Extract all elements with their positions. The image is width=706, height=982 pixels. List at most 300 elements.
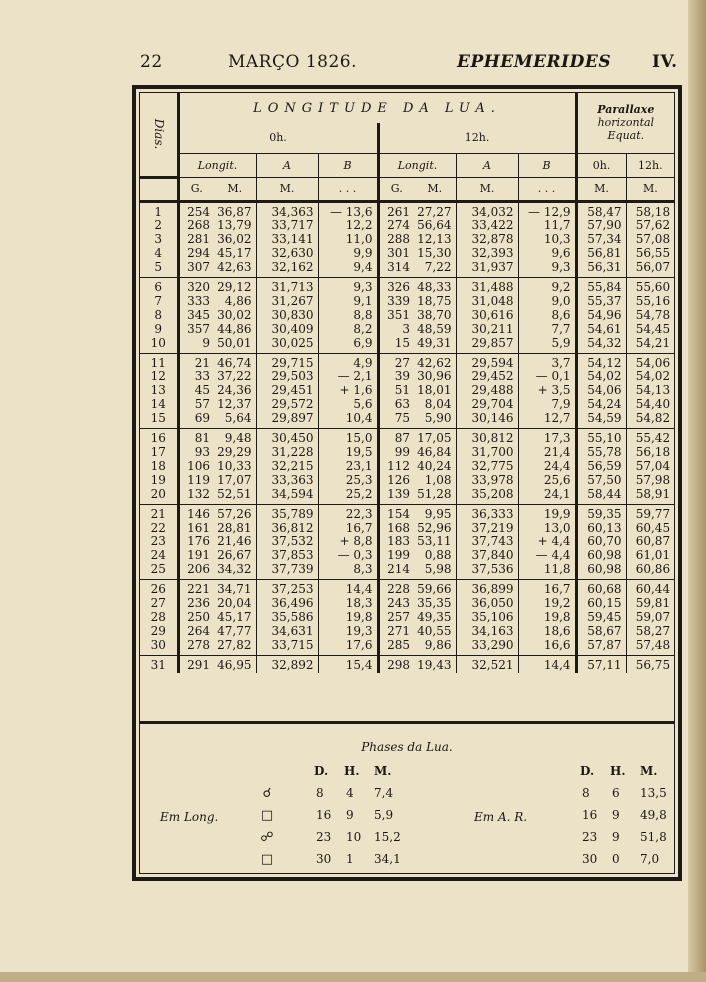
cell-lon0-deg: 57 — [178, 398, 214, 412]
cell-lon12-min: 48,59 — [417, 322, 452, 336]
cell-lon0-min: 17,07 — [217, 473, 252, 487]
phase-minute-right: 13,5 — [640, 786, 667, 800]
cell-day: 14 — [150, 398, 166, 412]
cell-par0: 59,35 — [576, 504, 626, 521]
table-row — [140, 398, 674, 412]
cell-day: 27 — [150, 597, 166, 611]
cell-day: 3 — [154, 233, 163, 247]
cell-b12: — 0,1 — [518, 370, 576, 384]
cell-lon0-min: 12,37 — [217, 398, 252, 412]
cell-lon0-min: 52,51 — [214, 488, 256, 504]
cell-lon0-min: 21,46 — [217, 535, 252, 549]
cell-a12: 32,521 — [456, 655, 518, 672]
cell-lon0-deg: 176 — [178, 535, 214, 549]
cell-b12: 18,6 — [518, 625, 576, 639]
cell-lon0-min: 46,95 — [217, 657, 252, 672]
parallax-0-header: 0h. — [576, 153, 626, 177]
cell-b0: 9,4 — [318, 261, 378, 277]
cell-b12: 9,6 — [518, 247, 576, 261]
cell-b12: 9,2 — [518, 278, 576, 295]
cell-b0: 19,3 — [318, 625, 378, 639]
cell-par12: 55,42 — [626, 429, 674, 446]
cell-day: 5 — [140, 261, 178, 277]
cell-day: 20 — [140, 488, 178, 504]
cell-lon0-min: 30,02 — [217, 308, 252, 322]
cell-lon12-deg: 288 — [378, 233, 414, 247]
table-row — [140, 522, 674, 536]
cell-lon0-deg: 33 — [178, 370, 214, 384]
cell-lon12-deg: 257 — [378, 611, 414, 625]
cell-a12: 37,840 — [456, 549, 518, 563]
cell-b12: 13,0 — [518, 522, 576, 536]
units-p-12: M. — [626, 177, 674, 201]
cell-b0: — 13,6 — [318, 201, 378, 219]
phase-day-right: 16 — [582, 808, 598, 822]
cell-b12: 3,7 — [518, 353, 576, 370]
cell-par0: 57,50 — [576, 474, 626, 488]
cell-a12: 29,452 — [456, 370, 518, 384]
phase-minute-right: 7,0 — [640, 852, 660, 866]
cell-b0: 25,2 — [318, 488, 378, 504]
cell-lon12-deg: 243 — [378, 597, 414, 611]
cell-day: 21 — [150, 506, 166, 521]
cell-a12: 37,536 — [456, 563, 518, 579]
cell-lon12-min: 12,13 — [417, 233, 452, 247]
cell-a0: 30,025 — [256, 337, 318, 353]
cell-par0: 55,78 — [576, 446, 626, 460]
table-row — [140, 337, 674, 353]
cell-lon0-deg: 93 — [178, 446, 214, 460]
cell-day: 2 — [154, 219, 163, 233]
cell-par0: 54,59 — [576, 412, 626, 428]
cell-b0: 5,6 — [318, 398, 378, 412]
cell-b0: 16,7 — [318, 522, 378, 536]
cell-b0: 18,3 — [318, 597, 378, 611]
units-m-12: M. — [414, 177, 456, 201]
cell-par12: 54,21 — [626, 337, 674, 353]
cell-b12: 19,9 — [518, 504, 576, 521]
units-g-0: G. — [178, 177, 214, 201]
cell-a12: 29,594 — [456, 353, 518, 370]
cell-lon12-deg: 39 — [378, 370, 414, 384]
cell-par0: 54,24 — [576, 398, 626, 412]
cell-a0: 36,812 — [256, 522, 318, 536]
units-b-0: . . . — [318, 177, 378, 201]
cell-lon0-min: 46,74 — [217, 355, 252, 370]
cell-par12: 60,86 — [626, 563, 674, 579]
cell-b12: 9,3 — [518, 261, 576, 277]
cell-b0: 22,3 — [318, 504, 378, 521]
cell-par0: 58,47 — [576, 201, 626, 219]
cell-day: 25 — [140, 563, 178, 579]
table-row — [140, 504, 674, 521]
cell-lon12-deg: 339 — [378, 295, 414, 309]
cell-lon12-min: 42,62 — [417, 355, 452, 370]
dias-label: Dias. — [152, 118, 166, 150]
cell-lon0-min: 29,29 — [217, 446, 252, 459]
cell-lon0-min: 34,32 — [214, 563, 256, 579]
table-row — [140, 201, 674, 219]
cell-b0: 25,3 — [318, 474, 378, 488]
cell-a0: 31,228 — [256, 446, 318, 460]
moon-phases-section — [140, 721, 674, 874]
cell-b0: 19,5 — [318, 446, 378, 460]
cell-day: 18 — [150, 459, 166, 473]
cell-lon12-min: 56,64 — [417, 219, 452, 233]
cell-a0: 31,713 — [256, 278, 318, 295]
cell-a0: 35,789 — [256, 504, 318, 521]
cell-b0: 9,9 — [318, 247, 378, 261]
cell-lon12-deg: 75 — [378, 412, 414, 428]
cell-a12: 36,333 — [456, 504, 518, 521]
cell-a0: 32,215 — [256, 460, 318, 474]
cell-par12: 58,27 — [626, 625, 674, 639]
table-row — [140, 384, 674, 398]
cell-a12: 32,393 — [456, 247, 518, 261]
cell-lon0-min: 27,82 — [214, 639, 256, 655]
phase-hour-right: 6 — [612, 786, 620, 800]
cell-lon12-deg: 326 — [378, 278, 414, 295]
month-title: MARÇO 1826. — [228, 52, 357, 72]
cell-lon0-deg: 291 — [178, 655, 214, 672]
cell-a0: 37,739 — [256, 563, 318, 579]
table-row — [140, 655, 674, 672]
table-row — [140, 474, 674, 488]
cell-par12: 54,02 — [626, 370, 674, 384]
cell-lon12-deg: 351 — [378, 309, 414, 323]
cell-lon0-deg: 191 — [178, 549, 214, 563]
cell-day: 16 — [150, 431, 166, 446]
cell-b12: — 4,4 — [518, 549, 576, 563]
cell-b0: 11,0 — [318, 233, 378, 247]
cell-a12: 30,812 — [456, 429, 518, 446]
cell-par0: 58,44 — [576, 488, 626, 504]
table-row — [140, 625, 674, 639]
cell-a0: 34,631 — [256, 625, 318, 639]
phase-hour-left: 10 — [346, 830, 362, 844]
cell-day: 7 — [154, 294, 163, 308]
cell-day: 24 — [150, 549, 166, 563]
moon-longitude-table — [140, 93, 674, 673]
phases-col-m-right: M. — [640, 764, 658, 778]
cell-par12: 59,77 — [626, 504, 674, 521]
cell-lon0-deg: 268 — [178, 219, 214, 233]
cell-lon12-min: 9,86 — [414, 639, 456, 655]
cell-lon12-deg: 301 — [378, 247, 414, 261]
cell-b0: 8,2 — [318, 323, 378, 337]
cell-lon12-deg: 274 — [378, 219, 414, 233]
phase-minute-left: 7,4 — [374, 786, 394, 800]
units-g-12: G. — [378, 177, 414, 201]
table-row — [140, 611, 674, 625]
cell-par0: 56,81 — [576, 247, 626, 261]
opposition-icon: ☍ — [260, 830, 274, 845]
cell-lon12-deg: 214 — [378, 563, 414, 579]
cell-lon12-deg: 27 — [378, 353, 414, 370]
cell-lon0-deg: 320 — [178, 278, 214, 295]
phase-day-left: 23 — [316, 830, 332, 844]
cell-day: 1 — [154, 204, 163, 219]
cell-day: 8 — [154, 308, 163, 322]
parallax-line-3: Equat. — [607, 129, 645, 143]
table-row — [140, 580, 674, 597]
cell-par12: 54,13 — [626, 384, 674, 398]
cell-par0: 60,68 — [576, 580, 626, 597]
cell-b12: 9,0 — [518, 295, 576, 309]
cell-par12: 57,98 — [626, 474, 674, 488]
cell-lon12-min: 49,35 — [417, 610, 452, 624]
phase-day-right: 30 — [582, 852, 598, 866]
hour-0-header: 0h. — [178, 123, 378, 153]
cell-a0: 30,409 — [256, 323, 318, 337]
hour-12-header: 12h. — [378, 123, 576, 153]
cell-lon0-deg: 307 — [178, 261, 214, 277]
cell-lon0-min: 13,79 — [217, 219, 252, 233]
cell-lon12-min: 40,24 — [417, 459, 452, 473]
phases-col-m-left: M. — [374, 764, 392, 778]
cell-b12: 8,6 — [518, 309, 576, 323]
cell-a12: 32,878 — [456, 233, 518, 247]
cell-par0: 58,67 — [576, 625, 626, 639]
phases-col-h-right: H. — [610, 764, 626, 778]
cell-a12: 33,422 — [456, 219, 518, 233]
cell-a0: 34,363 — [256, 201, 318, 219]
cell-par12: 56,07 — [626, 261, 674, 277]
cell-par0: 60,98 — [576, 563, 626, 579]
cell-lon12-deg: 87 — [378, 429, 414, 446]
cell-par12: 59,07 — [626, 611, 674, 625]
cell-lon12-deg: 285 — [378, 639, 414, 655]
page-edge — [0, 972, 706, 982]
cell-lon0-deg: 221 — [178, 580, 214, 597]
cell-lon12-deg: 168 — [378, 522, 414, 536]
cell-a0: 29,451 — [256, 384, 318, 398]
cell-lon0-deg: 278 — [178, 639, 214, 655]
parallax-header — [576, 93, 674, 153]
phase-hour-right: 0 — [612, 852, 620, 866]
cell-b12: — 12,9 — [518, 201, 576, 219]
phase-hour-left: 4 — [346, 786, 354, 800]
cell-a0: 29,897 — [256, 412, 318, 428]
cell-par0: 54,06 — [576, 384, 626, 398]
cell-lon0-min: 4,86 — [224, 294, 252, 308]
cell-a12: 36,899 — [456, 580, 518, 597]
cell-lon12-min: 8,04 — [424, 398, 452, 412]
cell-a12: 30,211 — [456, 323, 518, 337]
longitude-label: Em Long. — [160, 810, 219, 824]
phase-hour-right: 9 — [612, 830, 620, 844]
cell-lon12-deg: 261 — [378, 201, 414, 219]
cell-b12: + 3,5 — [518, 384, 576, 398]
cell-par12: 56,55 — [626, 247, 674, 261]
phase-day-right: 23 — [582, 830, 598, 844]
longit-0-header: Longit. — [178, 153, 256, 177]
cell-par12: 60,44 — [626, 580, 674, 597]
cell-b0: + 1,6 — [318, 384, 378, 398]
cell-lon0-min: 28,81 — [217, 521, 252, 535]
cell-lon12-deg: 112 — [378, 460, 414, 474]
cell-lon0-min: 24,36 — [217, 384, 252, 398]
cell-b12: + 4,4 — [518, 535, 576, 549]
phase-minute-right: 51,8 — [640, 830, 667, 844]
cell-lon0-deg: 146 — [178, 504, 214, 521]
cell-lon12-min: 18,75 — [417, 294, 452, 308]
cell-lon12-min: 53,11 — [417, 535, 452, 549]
cell-par12: 55,60 — [626, 278, 674, 295]
cell-a0: 34,594 — [256, 488, 318, 504]
cell-b0: 17,6 — [318, 639, 378, 655]
cell-lon12-deg: 63 — [378, 398, 414, 412]
table-row — [140, 353, 674, 370]
cell-lon12-deg: 139 — [378, 488, 414, 504]
cell-par0: 57,90 — [576, 219, 626, 233]
cell-a12: 30,146 — [456, 412, 518, 428]
cell-par0: 54,02 — [576, 370, 626, 384]
cell-lon0-deg: 281 — [178, 233, 214, 247]
cell-b0: 9,3 — [318, 278, 378, 295]
dias-header — [140, 93, 178, 177]
cell-lon12-min: 38,70 — [417, 308, 452, 322]
cell-b0: 4,9 — [318, 353, 378, 370]
cell-par0: 56,59 — [576, 460, 626, 474]
cell-a0: 32,630 — [256, 247, 318, 261]
cell-par12: 58,91 — [626, 488, 674, 504]
cell-par0: 60,15 — [576, 597, 626, 611]
cell-lon12-min: 49,31 — [414, 337, 456, 353]
cell-a12: 37,743 — [456, 535, 518, 549]
cell-par12: 54,78 — [626, 309, 674, 323]
cell-a0: 30,450 — [256, 429, 318, 446]
cell-lon0-deg: 264 — [178, 625, 214, 639]
phases-col-d-left: D. — [314, 764, 329, 778]
cell-a0: 31,267 — [256, 295, 318, 309]
cell-lon0-deg: 294 — [178, 247, 214, 261]
cell-lon0-deg: 81 — [178, 429, 214, 446]
a-0-header: A — [256, 153, 318, 177]
cell-lon12-deg: 183 — [378, 535, 414, 549]
cell-par0: 60,70 — [576, 535, 626, 549]
table-row — [140, 597, 674, 611]
quadrature-icon: □ — [260, 852, 274, 867]
cell-a12: 36,050 — [456, 597, 518, 611]
cell-lon12-min: 15,30 — [417, 247, 452, 261]
cell-par0: 60,13 — [576, 522, 626, 536]
cell-b0: + 8,8 — [318, 535, 378, 549]
page-number: 22 — [140, 52, 163, 72]
cell-b0: 8,3 — [318, 563, 378, 579]
cell-lon12-min: 46,84 — [417, 446, 452, 459]
cell-a0: 32,162 — [256, 261, 318, 277]
cell-lon0-deg: 21 — [178, 353, 214, 370]
cell-lon12-deg: 271 — [378, 625, 414, 639]
cell-par12: 57,62 — [626, 219, 674, 233]
cell-lon0-deg: 106 — [178, 460, 214, 474]
cell-lon12-deg: 126 — [378, 474, 414, 488]
cell-par0: 56,31 — [576, 261, 626, 277]
units-m-0: M. — [214, 177, 256, 201]
units-a-12: M. — [456, 177, 518, 201]
cell-a12: 29,488 — [456, 384, 518, 398]
cell-lon12-min: 59,66 — [417, 582, 452, 597]
cell-lon0-min: 10,33 — [217, 459, 252, 473]
table-row — [140, 295, 674, 309]
table-row — [140, 370, 674, 384]
cell-a12: 30,616 — [456, 309, 518, 323]
cell-day: 19 — [150, 473, 166, 487]
cell-lon0-deg: 236 — [178, 597, 214, 611]
cell-lon12-min: 9,95 — [424, 506, 452, 521]
cell-b0: 8,8 — [318, 309, 378, 323]
cell-a0: 29,715 — [256, 353, 318, 370]
cell-b12: 24,4 — [518, 460, 576, 474]
cell-lon0-deg: 45 — [178, 384, 214, 398]
cell-par0: 54,12 — [576, 353, 626, 370]
cell-b0: 9,1 — [318, 295, 378, 309]
cell-par12: 54,45 — [626, 323, 674, 337]
cell-par0: 57,11 — [576, 655, 626, 672]
cell-lon12-deg: 298 — [378, 655, 414, 672]
cell-b12: 11,7 — [518, 219, 576, 233]
cell-par12: 56,75 — [626, 655, 674, 672]
cell-lon0-deg: 357 — [178, 323, 214, 337]
cell-a0: 36,496 — [256, 597, 318, 611]
cell-par0: 54,32 — [576, 337, 626, 353]
cell-par12: 54,06 — [626, 353, 674, 370]
cell-a12: 31,488 — [456, 278, 518, 295]
table-row — [140, 429, 674, 446]
cell-lon0-min: 34,71 — [217, 582, 252, 597]
table-row — [140, 412, 674, 428]
cell-par12: 60,45 — [626, 522, 674, 536]
cell-a12: 37,219 — [456, 522, 518, 536]
units-spacer — [140, 177, 178, 201]
cell-lon12-min: 19,43 — [417, 657, 452, 672]
cell-b0: 19,8 — [318, 611, 378, 625]
cell-a12: 32,775 — [456, 460, 518, 474]
cell-lon12-min: 7,22 — [414, 261, 456, 277]
cell-day: 23 — [150, 535, 166, 549]
cell-par0: 60,98 — [576, 549, 626, 563]
cell-b12: 16,7 — [518, 580, 576, 597]
phase-minute-left: 15,2 — [374, 830, 401, 844]
table-row — [140, 219, 674, 233]
cell-lon0-deg: 333 — [178, 295, 214, 309]
cell-lon12-deg: 154 — [378, 504, 414, 521]
cell-b12: 12,7 — [518, 412, 576, 428]
cell-day: 10 — [140, 337, 178, 353]
parallax-line-2: horizontal — [597, 116, 655, 130]
cell-lon12-deg: 228 — [378, 580, 414, 597]
a-12-header: A — [456, 153, 518, 177]
cell-lon0-min: 37,22 — [217, 370, 252, 384]
cell-lon0-deg: 250 — [178, 611, 214, 625]
cell-lon12-min: 0,88 — [424, 549, 452, 563]
cell-a0: 37,253 — [256, 580, 318, 597]
cell-a12: 34,163 — [456, 625, 518, 639]
parallax-line-1: Parallaxe — [597, 103, 655, 117]
cell-lon0-min: 45,17 — [217, 247, 252, 261]
cell-a0: 37,853 — [256, 549, 318, 563]
cell-lon12-min: 5,90 — [414, 412, 456, 428]
cell-b12: 24,1 — [518, 488, 576, 504]
cell-par0: 54,96 — [576, 309, 626, 323]
cell-a12: 35,208 — [456, 488, 518, 504]
cell-lon0-min: 20,04 — [217, 597, 252, 611]
cell-par0: 57,34 — [576, 233, 626, 247]
cell-day: 29 — [150, 624, 166, 638]
table-row — [140, 563, 674, 579]
cell-par0: 55,37 — [576, 295, 626, 309]
